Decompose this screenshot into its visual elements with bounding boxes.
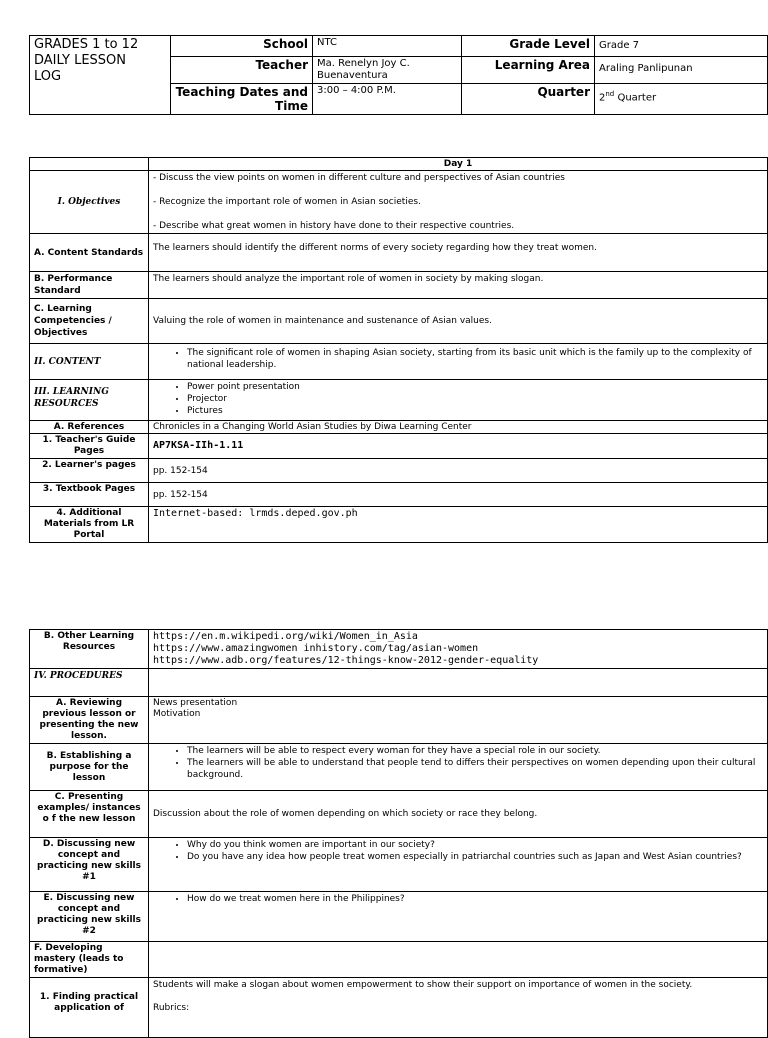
dll-title-line1: GRADES 1 to 12 [34,37,139,52]
additional-materials-label: 4. Additional Materials from LR Portal [30,507,149,543]
learning-area-label: Learning Area [462,57,595,84]
rubrics-label: Rubrics: [153,1003,190,1013]
grade-level-label: Grade Level [462,36,595,57]
quarter-text: Quarter [614,92,657,104]
quarter-suffix: nd [605,90,615,98]
teacher-name-line2: Buenaventura [317,70,388,81]
content-item: • The significant role of women in shaping Asian society, starting from its basic unit which is the family up to the complexity of national leadership. [187,347,763,371]
teacher-guide-label: 1. Teacher's Guide Pages [30,434,149,459]
header-table [29,35,768,115]
developing-value [149,942,768,978]
additional-materials-value: Internet-based: lrmds.deped.gov.ph [149,507,768,543]
discussing2-label: E. Discussing new concept and practicing new skills #2 [30,892,149,942]
establishing-value [149,744,768,791]
finding-text: Students will make a slogan about women empowerment to show their support on importance of women in the society. [153,980,693,990]
dll-title-line3: LOG [34,69,62,84]
discussing1-item: • Do you have any idea how people treat women especially in patriarchal countries such as Japan and West Asian countries? [187,851,763,863]
learning-resources-label: III. LEARNING RESOURCES [30,380,149,421]
discussing2-item: • How do we treat women here in the Philippines? [187,893,763,905]
reviewing-line: Motivation [153,709,201,719]
presenting-label: C. Presenting examples/ instances o f the new lesson [30,791,149,838]
reviewing-value [149,697,768,744]
references-value: Chronicles in a Changing World Asian Studies by Diwa Learning Center [149,421,768,434]
resource-item: • Power point presentation [187,381,763,393]
quarter-label: Quarter [462,84,595,115]
procedures-value [149,669,768,697]
learner-pages-value: pp. 152-154 [149,459,768,483]
lesson-table-part1 [29,157,768,543]
competencies-label: C. Learning Competencies / Objectives [30,299,149,344]
competencies-value: Valuing the role of women in maintenance and sustenance of Asian values. [149,299,768,344]
objectives-label: I. Objectives [30,171,149,234]
other-resources-value [149,630,768,669]
quarter-value [595,84,768,115]
school-value: NTC [313,36,462,57]
teacher-guide-value: AP7KSA-IIh-1.11 [149,434,768,459]
discussing1-label: D. Discussing new concept and practicing new skills #1 [30,838,149,892]
content-standards-label: A. Content Standards [30,234,149,272]
objective-item: - Describe what great women in history have done to their respective countries. [153,221,515,231]
resource-item: • Pictures [187,405,763,417]
resource-link: https://en.m.wikipedi.org/wiki/Women_in_Asia [153,631,418,642]
performance-standard-label: B. Performance Standard [30,272,149,299]
school-label: School [171,36,313,57]
textbook-pages-label: 3. Textbook Pages [30,483,149,507]
day-header-blank [30,158,149,171]
finding-label: 1. Finding practical application of [30,978,149,1038]
learner-pages-label: 2. Learner's pages [30,459,149,483]
presenting-value: Discussion about the role of women depending on which society or race they belong. [149,791,768,838]
teaching-dates-label [171,84,313,115]
discussing1-value [149,838,768,892]
other-resources-label: B. Other Learning Resources [30,630,149,669]
resource-link: https://www.adb.org/features/12-things-know-2012-gender-equality [153,655,539,666]
grade-level-value: Grade 7 [595,36,768,57]
discussing1-item: • Why do you think women are important in our society? [187,839,763,851]
content-standards-value: The learners should identify the different norms of every society regarding how they treat women. [149,234,768,272]
teaching-dates-label-line2: Time [275,99,308,113]
developing-label: F. Developing mastery (leads to formative) [30,942,149,978]
establishing-label: B. Establishing a purpose for the lesson [30,744,149,791]
discussing2-value [149,892,768,942]
dll-title-line2: DAILY LESSON [34,53,127,68]
establishing-item: • The learners will be able to understand that people tend to differs their perspectives on women depending upon their cultural background. [187,757,763,781]
teacher-label: Teacher [171,57,313,84]
learning-area-value: Araling Panlipunan [595,57,768,84]
teacher-name-line1: Ma. Renelyn Joy C. [317,58,410,69]
textbook-pages-value: pp. 152-154 [149,483,768,507]
content-value [149,344,768,380]
finding-value [149,978,768,1038]
day-header: Day 1 [149,158,768,171]
teaching-dates-value: 3:00 – 4:00 P.M. [313,84,462,115]
reviewing-label: A. Reviewing previous lesson or presenting the new lesson. [30,697,149,744]
content-label: II. CONTENT [30,344,149,380]
teacher-value [313,57,462,84]
objective-item: - Discuss the view points on women in different culture and perspectives of Asian countries [153,173,565,183]
objectives-value [149,171,768,234]
lesson-table-part2 [29,629,768,1038]
quarter-number: 2 [599,92,606,104]
references-label: A. References [30,421,149,434]
establishing-item: • The learners will be able to respect every woman for they have a special role in our society. [187,745,763,757]
teaching-dates-label-line1: Teaching Dates and [175,85,308,99]
resource-link: https://www.amazingwomen inhistory.com/tag/asian-women [153,643,479,654]
procedures-label: IV. PROCEDURES [30,669,149,697]
reviewing-line: News presentation [153,698,238,708]
performance-standard-value: The learners should analyze the important role of women in society by making slogan. [149,272,768,299]
dll-title [30,36,171,115]
resource-item: • Projector [187,393,763,405]
objective-item: - Recognize the important role of women in Asian societies. [153,197,421,207]
learning-resources-value [149,380,768,421]
